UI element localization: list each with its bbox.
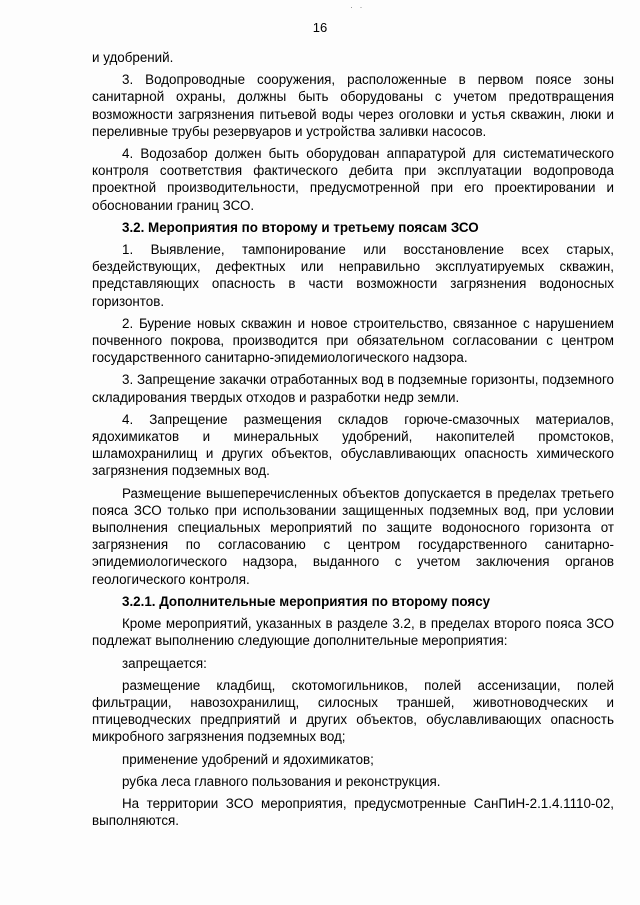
paragraph-3-2-item-3: 3. Запрещение закачки отработанных вод в подземные горизонты, подземного складирования твердых отходов и разработки недр земли. (92, 372, 614, 405)
scan-artifact: · · (350, 2, 365, 12)
paragraph-3-2-item-1: 1. Выявление, тампонирование или восстановление всех старых, бездействующих, дефектных или неправильно эксплуатируемых скважин, представляющих опасность в части возможности загрязнения водоносных горизонтов. (92, 242, 614, 309)
paragraph-3-2-item-4: 4. Запрещение размещения складов горюче-смазочных материалов, ядохимикатов и минеральных удобрений, накопителей промстоков, шламохранилищ и других объектов, обуславливающих опасность химического загрязнения подземных вод. (92, 411, 614, 479)
paragraph-placement-prohibited: размещение кладбищ, скотомогильников, полей ассенизации, полей фильтрации, навозохранилищ, силосных траншей, животноводческих и птицеводческих предприятий и других объектов, обуславливающих опасность микробного загрязнения подземных вод; (92, 677, 614, 745)
document-body (92, 49, 614, 834)
paragraph-sanpin: На территории ЗСО мероприятия, предусмотренные СанПиН-2.1.4.1110-02, выполняются. (92, 795, 614, 829)
paragraph-continuation: и удобрений. (92, 50, 174, 65)
section-heading-3-2: 3.2. Мероприятия по второму и третьему поясам ЗСО (122, 219, 479, 235)
paragraph-item-3: 3. Водопроводные сооружения, расположенные в первом поясе зоны санитарной охраны, должны быть оборудованы с учетом предотвращения возможности загрязнения питьевой воды через оголовки и устья скважин, люки и переливные трубы резервуаров и устройства заливки насосов. (92, 72, 614, 139)
paragraph-additional-measures: Кроме мероприятий, указанных в разделе 3.2, в пределах второго пояса ЗСО подлежат выполнению следующие дополнительные мероприятия: (92, 616, 614, 649)
paragraph-fertilizers: применение удобрений и ядохимикатов; (122, 751, 374, 767)
paragraph-logging: рубка леса главного пользования и реконструкция. (122, 773, 441, 789)
section-heading-3-2-1: 3.2.1. Дополнительные мероприятия по второму поясу (122, 593, 491, 609)
paragraph-3-2-item-2: 2. Бурение новых скважин и новое строительство, связанное с нарушением почвенного покрова, производится при обязательном согласовании с центром государственного санитарно-эпидемиологического надзора. (92, 315, 614, 366)
paragraph-item-4: 4. Водозабор должен быть оборудован аппаратурой для систематического контроля соответствия фактического дебита при эксплуатации водопровода проектной производительности, предусмотренной при его проектировании и обосновании границ ЗСО. (92, 146, 614, 213)
page-number: 16 (312, 20, 328, 35)
paragraph-prohibited: запрещается: (122, 655, 207, 671)
paragraph-placement: Размещение вышеперечисленных объектов допускается в пределах третьего пояса ЗСО только при использовании защищенных подземных вод, при условии выполнения специальных мероприятий по защите водоносного горизонта от загрязнения по согласованию с центром государственного санитарно-эпидемиологического надзора, выданного с учетом заключения органов геологического контроля. (92, 485, 614, 587)
